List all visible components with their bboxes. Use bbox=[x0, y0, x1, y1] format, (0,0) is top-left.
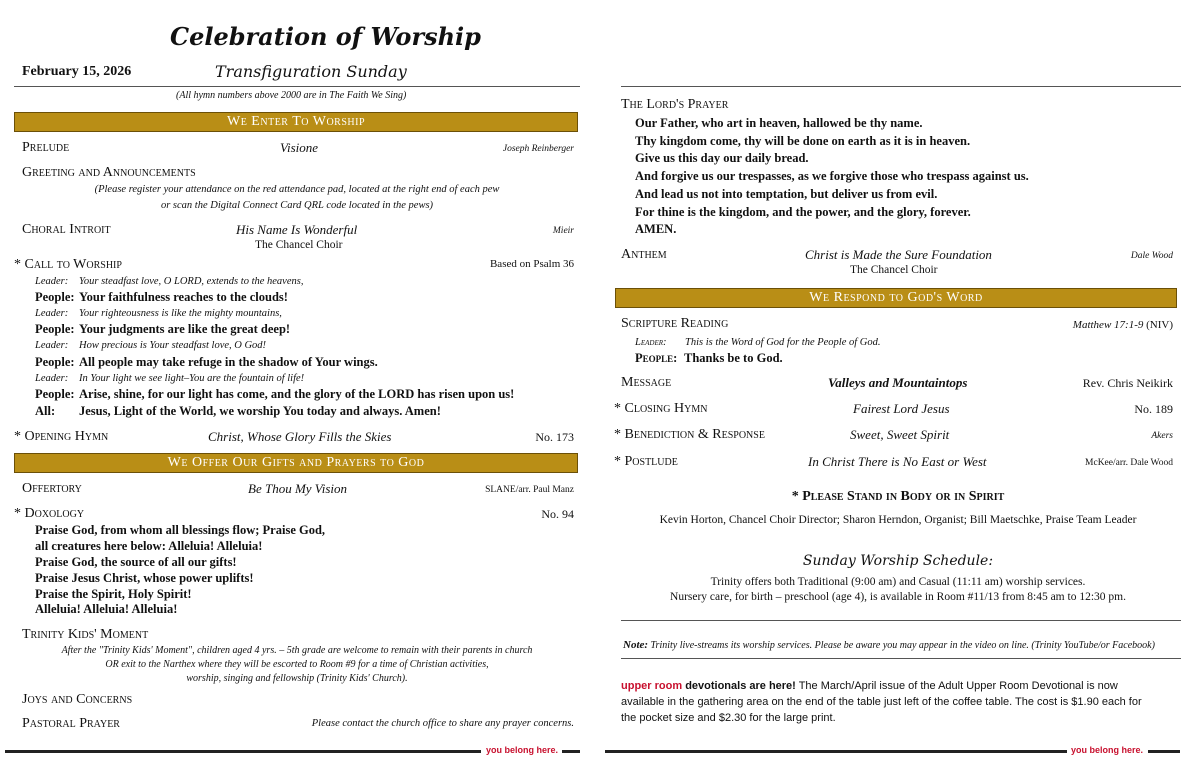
service-date: February 15, 2026 bbox=[22, 64, 132, 79]
doxology-line-1: Praise God, from whom all blessings flow; Praise God, bbox=[35, 523, 326, 537]
offertory-credit: SLANE/arr. Paul Manz bbox=[485, 485, 574, 495]
greeting-note-1: (Please register your attendance on the red attendance pad, located at the right end of each pew bbox=[94, 184, 500, 195]
right-header-rule bbox=[621, 86, 1181, 87]
hymn-note: (All hymn numbers above 2000 are in The Faith We Sing) bbox=[176, 90, 407, 101]
pastoral-note: Please contact the church office to share any prayer concerns. bbox=[311, 718, 574, 729]
call-who-9: All: bbox=[35, 404, 56, 418]
band-respond: We Respond to God's Word bbox=[615, 288, 1177, 308]
lords-prayer-line-1: Our Father, who art in heaven, hallowed be thy name. bbox=[635, 116, 923, 130]
call-text-1: Your steadfast love, O LORD, extends to the heavens, bbox=[79, 276, 304, 287]
doxology-line-6: Alleluia! Alleluia! Alleluia! bbox=[35, 602, 178, 616]
scripture-book: Matthew 17:1-9 bbox=[1072, 319, 1144, 331]
call-who-8: People: bbox=[35, 387, 75, 401]
schedule-line-1: Trinity offers both Traditional (9:00 am) and Casual (11:11 am) worship services. bbox=[710, 576, 1086, 588]
call-text-7: In Your light we see light–You are the fountain of life! bbox=[79, 373, 305, 384]
benediction-label: * Benediction & Response bbox=[614, 427, 765, 442]
call-text-4: Your judgments are like the great deep! bbox=[79, 322, 291, 336]
postlude-credit: McKee/arr. Dale Wood bbox=[1085, 458, 1173, 468]
lords-prayer-line-7: AMEN. bbox=[635, 222, 677, 236]
opening-hymn-title: Christ, Whose Glory Fills the Skies bbox=[208, 429, 392, 444]
lords-prayer-line-6: For thine is the kingdom, and the power, and the glory, forever. bbox=[635, 205, 971, 219]
footer-rule-left-end bbox=[562, 750, 580, 753]
band-enter: We Enter To Worship bbox=[14, 112, 578, 132]
note-rule-bottom bbox=[621, 658, 1181, 659]
call-who-6: People: bbox=[35, 355, 75, 369]
service-subtitle: Transfiguration Sunday bbox=[215, 62, 407, 81]
introit-performer: The Chancel Choir bbox=[255, 239, 343, 251]
upper-room-announcement bbox=[621, 680, 1118, 692]
message-speaker: Rev. Chris Neikirk bbox=[1082, 376, 1173, 390]
closing-hymn-title: Fairest Lord Jesus bbox=[853, 401, 950, 416]
doxology-line-4: Praise Jesus Christ, whose power uplifts! bbox=[35, 571, 254, 585]
lords-prayer-label: The Lord's Prayer bbox=[621, 97, 729, 112]
closing-hymn-label: * Closing Hymn bbox=[614, 401, 708, 416]
kids-label: Trinity Kids' Moment bbox=[22, 627, 149, 642]
greeting-label: Greeting and Announcements bbox=[22, 165, 196, 180]
closing-hymn-number: No. 189 bbox=[1134, 402, 1173, 416]
call-label: * Call to Worship bbox=[14, 257, 122, 272]
staff-credits: Kevin Horton, Chancel Choir Director; Sharon Herndon, Organist; Bill Maetschke, Praise Team Leader bbox=[659, 514, 1137, 526]
doxology-number: No. 94 bbox=[541, 507, 574, 521]
tagline-right: you belong here. bbox=[1071, 745, 1144, 755]
doxology-line-5: Praise the Spirit, Holy Spirit! bbox=[35, 587, 192, 601]
schedule-title: Sunday Worship Schedule: bbox=[802, 553, 994, 569]
kids-note-3: worship, singing and fellowship (Trinity Kids' Church). bbox=[186, 673, 408, 684]
scripture-leader-text: This is the Word of God for the People of God. bbox=[685, 337, 881, 348]
footer-rule-left bbox=[5, 750, 481, 753]
scripture-label: Scripture Reading bbox=[621, 316, 729, 331]
anthem-performer: The Chancel Choir bbox=[850, 264, 938, 276]
note-text: Trinity live-streams its worship services. Please be aware you may appear in the video on line. (Trinity YouTube/or Facebook) bbox=[650, 640, 1155, 651]
anthem-label: Anthem bbox=[621, 247, 667, 262]
upper-room-heading: devotionals are here! bbox=[685, 680, 796, 692]
note-rule-top bbox=[621, 620, 1181, 621]
benediction-title: Sweet, Sweet Spirit bbox=[850, 427, 950, 442]
call-who-3: Leader: bbox=[35, 308, 69, 319]
offertory-label: Offertory bbox=[22, 481, 82, 496]
tagline-left: you belong here. bbox=[486, 745, 559, 755]
anthem-credit: Dale Wood bbox=[1130, 251, 1173, 261]
introit-title: His Name Is Wonderful bbox=[236, 222, 358, 237]
lords-prayer-line-2: Thy kingdom come, thy will be done on earth as it is in heaven. bbox=[635, 134, 971, 148]
lords-prayer-line-5: And lead us not into temptation, but deliver us from evil. bbox=[635, 187, 938, 201]
upper-room-text-1: The March/April issue of the Adult Upper Room Devotional is now bbox=[798, 680, 1118, 692]
message-title: Valleys and Mountaintops bbox=[828, 375, 968, 390]
prelude-label: Prelude bbox=[22, 140, 70, 155]
call-text-5: How precious is Your steadfast love, O God! bbox=[79, 340, 267, 351]
call-text-8: Arise, shine, for our light has come, and the glory of the LORD has risen upon us! bbox=[79, 387, 515, 401]
call-text-2: Your faithfulness reaches to the clouds! bbox=[79, 290, 288, 304]
postlude-title: In Christ There is No East or West bbox=[808, 454, 987, 469]
upper-room-text-3: the pocket size and $2.30 for the large print. bbox=[621, 712, 836, 724]
doxology-line-3: Praise God, the source of all our gifts! bbox=[35, 555, 237, 569]
call-text-6: All people may take refuge in the shadow of Your wings. bbox=[79, 355, 378, 369]
scripture-leader-who: Leader: bbox=[635, 337, 667, 348]
introit-label: Choral Introit bbox=[22, 222, 111, 237]
opening-hymn-label: * Opening Hymn bbox=[14, 429, 109, 444]
greeting-note-2: or scan the Digital Connect Card QRL code located in the pews) bbox=[160, 200, 434, 211]
postlude-label: * Postlude bbox=[614, 454, 678, 469]
call-who-2: People: bbox=[35, 290, 75, 304]
schedule-line-2: Nursery care, for birth – preschool (age 4), is available in Room #11/13 from 8:45 am to 12:30 pm. bbox=[670, 591, 1126, 603]
benediction-credit: Akers bbox=[1151, 431, 1173, 441]
scripture-people-text: Thanks be to God. bbox=[684, 351, 783, 365]
call-credit: Based on Psalm 36 bbox=[489, 258, 574, 270]
call-who-1: Leader: bbox=[35, 276, 69, 287]
bulletin-title: Celebration of Worship bbox=[170, 22, 481, 51]
lords-prayer-line-3: Give us this day our daily bread. bbox=[635, 151, 809, 165]
offertory-title: Be Thou My Vision bbox=[248, 481, 348, 496]
kids-note-2: OR exit to the Narthex where they will be escorted to Room #9 for a time of Christian activities, bbox=[105, 659, 489, 670]
footer-rule-right bbox=[605, 750, 1067, 753]
call-who-4: People: bbox=[35, 322, 75, 336]
anthem-title: Christ is Made the Sure Foundation bbox=[805, 247, 992, 262]
scripture-reference bbox=[1073, 319, 1173, 331]
call-who-5: Leader: bbox=[35, 340, 69, 351]
prelude-title: Visione bbox=[280, 140, 319, 155]
upper-room-text-2: available in the gathering area on the end of the table just left of the coffee table. The cost is $1.90 each for bbox=[621, 696, 1142, 708]
stand-instruction: * Please Stand in Body or in Spirit bbox=[791, 489, 1005, 504]
message-label: Message bbox=[621, 375, 672, 390]
scripture-version: (NIV) bbox=[1146, 319, 1173, 331]
scripture-people-who: People: bbox=[635, 351, 678, 365]
pastoral-label: Pastoral Prayer bbox=[22, 716, 120, 731]
doxology-label: * Doxology bbox=[14, 506, 85, 521]
call-text-3: Your righteousness is like the mighty mountains, bbox=[79, 308, 282, 319]
introit-credit: Mieir bbox=[552, 226, 574, 236]
band-offer: We Offer Our Gifts and Prayers to God bbox=[14, 453, 578, 473]
note-label: Note: bbox=[623, 639, 649, 651]
call-who-7: Leader: bbox=[35, 373, 69, 384]
lords-prayer-line-4: And forgive us our trespasses, as we forgive those who trespass against us. bbox=[635, 169, 1029, 183]
footer-rule-right-end bbox=[1148, 750, 1180, 753]
livestream-note bbox=[623, 639, 1155, 651]
upper-room-brand: upper room bbox=[621, 680, 683, 692]
doxology-line-2: all creatures here below: Alleluia! Alleluia! bbox=[35, 539, 263, 553]
header-rule bbox=[14, 86, 580, 87]
call-text-9: Jesus, Light of the World, we worship You today and always. Amen! bbox=[79, 404, 441, 418]
kids-note-1: After the "Trinity Kids' Moment", children aged 4 yrs. – 5th grade are welcome to remain with their parents in church bbox=[61, 645, 533, 656]
opening-hymn-number: No. 173 bbox=[535, 430, 574, 444]
prelude-credit: Joseph Reinberger bbox=[502, 144, 574, 154]
joys-label: Joys and Concerns bbox=[22, 692, 133, 707]
